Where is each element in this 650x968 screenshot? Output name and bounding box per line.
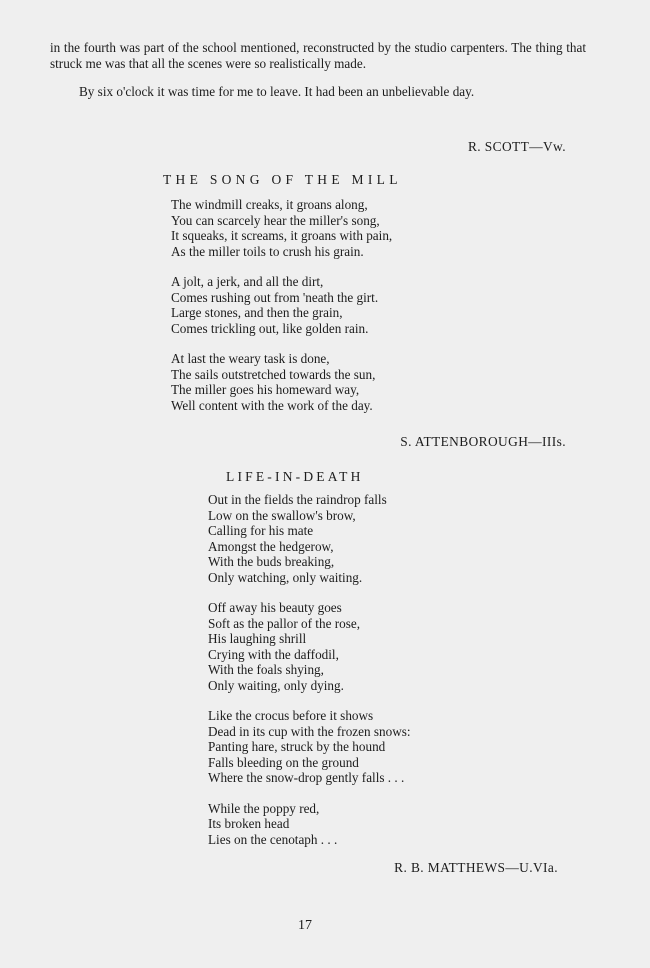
poem-line: The miller goes his homeward way, (171, 382, 360, 397)
poem-line: The windmill creaks, it groans along, (171, 197, 368, 212)
poem-author: S. ATTENBOROUGH—IIIs. (400, 434, 566, 449)
poem-line: Well content with the work of the day. (171, 397, 373, 413)
poem-stanza (171, 351, 392, 413)
poem-line: Only waiting, only dying. (208, 677, 344, 693)
poem-line: With the foals shying, (208, 662, 324, 677)
poem-line: With the buds breaking, (208, 554, 335, 569)
poem-line: Like the crocus before it shows (208, 708, 374, 723)
poem-title: LIFE-IN-DEATH (226, 469, 364, 484)
poem-line: Calling for his mate (208, 523, 314, 538)
poem-line: Falls bleeding on the ground (208, 754, 359, 770)
poem-line: At last the weary task is done, (171, 351, 330, 366)
poem-stanza (208, 801, 411, 848)
poem-line: You can scarcely hear the miller's song, (171, 212, 380, 228)
page-number: 17 (298, 918, 312, 933)
poem-body (171, 197, 392, 428)
poem-line: Panting hare, struck by the hound (208, 739, 386, 754)
poem-line: The sails outstretched towards the sun, (171, 366, 376, 382)
poem-title: THE SONG OF THE MILL (163, 172, 402, 187)
poem-line: Off away his beauty goes (208, 600, 342, 615)
poem-line: It squeaks, it screams, it groans with pain, (171, 228, 393, 243)
poem-stanza (208, 708, 411, 786)
poem-line: A jolt, a jerk, and all the dirt, (171, 274, 324, 289)
poem-line: Lies on the cenotaph . . . (208, 831, 338, 847)
poem-line: Soft as the pallor of the rose, (208, 615, 360, 631)
poem-line: Large stones, and then the grain, (171, 305, 343, 320)
poem-line: Out in the fields the raindrop falls (208, 492, 387, 507)
article-author: R. SCOTT—Vw. (467, 139, 566, 154)
poem-line: Comes rushing out from 'neath the girt. (171, 289, 379, 305)
poem-line: Comes trickling out, like golden rain. (171, 320, 369, 336)
poem-line: Low on the swallow's brow, (208, 507, 356, 523)
poem-stanza (208, 600, 411, 693)
poem-line: Crying with the daffodil, (208, 646, 339, 662)
poem-stanza (208, 492, 411, 585)
poem-author: R. B. MATTHEWS—U.VIa. (394, 860, 558, 875)
poem-body (208, 492, 411, 862)
poem-line: Its broken head (208, 816, 290, 831)
poem-stanza (171, 274, 392, 336)
poem-line: Only watching, only waiting. (208, 569, 363, 585)
poem-line: His laughing shrill (208, 631, 307, 646)
article-paragraph: in the fourth was part of the school mentioned, reconstructed by the studio carpenters. The thing that struck me was that all the scenes were so realistically made. (50, 40, 586, 71)
poem-line: Where the snow-drop gently falls . . . (208, 770, 405, 785)
article-continuation (50, 40, 586, 100)
poem-line: Dead in its cup with the frozen snows: (208, 723, 411, 739)
poem-line: While the poppy red, (208, 800, 320, 816)
poem-line: Amongst the hedgerow, (208, 538, 334, 554)
poem-line: As the miller toils to crush his grain. (171, 243, 364, 259)
article-paragraph: By six o'clock it was time for me to leave. It had been an unbelievable day. (79, 84, 475, 99)
poem-stanza (171, 197, 392, 259)
